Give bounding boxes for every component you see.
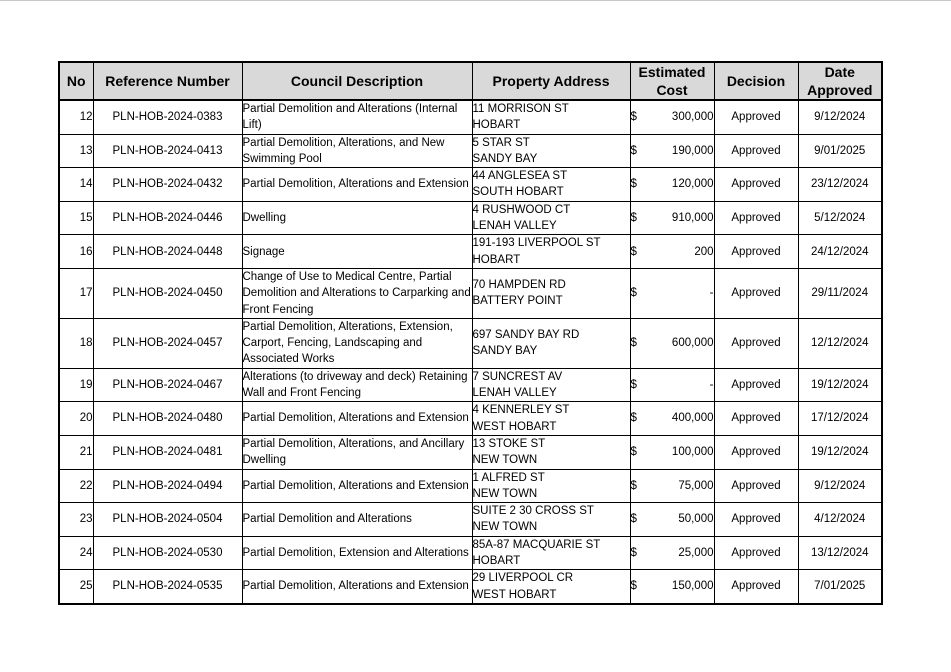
cell-date-approved: 17/12/2024 bbox=[798, 402, 882, 436]
cell-estimated-cost bbox=[630, 168, 714, 202]
cell-reference-number: PLN-HOB-2024-0432 bbox=[93, 168, 242, 202]
cell-decision: Approved bbox=[714, 235, 798, 269]
cell-decision: Approved bbox=[714, 402, 798, 436]
table-row bbox=[59, 268, 882, 318]
currency-symbol: $ bbox=[630, 446, 637, 459]
cell-reference-number: PLN-HOB-2024-0530 bbox=[93, 536, 242, 570]
cell-property-address bbox=[472, 235, 630, 269]
cell-estimated-cost bbox=[630, 570, 714, 604]
header-property-address: Property Address bbox=[472, 62, 630, 100]
cell-date-approved: 9/12/2024 bbox=[798, 469, 882, 503]
address-street: SUITE 2 30 CROSS ST bbox=[472, 505, 594, 518]
address-street: 85A-87 MACQUARIE ST bbox=[472, 538, 601, 551]
cell-property-address bbox=[472, 168, 630, 202]
currency-symbol: $ bbox=[630, 546, 637, 559]
cell-decision: Approved bbox=[714, 435, 798, 469]
address-street: 191-193 LIVERPOOL ST bbox=[472, 237, 601, 250]
cell-no: 21 bbox=[59, 435, 93, 469]
cell-reference-number: PLN-HOB-2024-0504 bbox=[93, 503, 242, 537]
cell-no: 22 bbox=[59, 469, 93, 503]
cell-council-description: Partial Demolition, Extension and Alterations bbox=[242, 536, 472, 570]
cell-no: 12 bbox=[59, 100, 93, 134]
cell-date-approved: 9/12/2024 bbox=[798, 100, 882, 134]
address-street: 1 ALFRED ST bbox=[472, 471, 545, 484]
table-row bbox=[59, 469, 882, 503]
cell-property-address bbox=[472, 469, 630, 503]
cost-amount: 100,000 bbox=[671, 446, 714, 459]
cell-decision: Approved bbox=[714, 201, 798, 235]
currency-symbol: $ bbox=[630, 412, 637, 425]
cell-council-description: Partial Demolition, Alterations and Extension bbox=[242, 402, 472, 436]
cell-no: 13 bbox=[59, 134, 93, 168]
cell-no: 16 bbox=[59, 235, 93, 269]
cell-date-approved: 4/12/2024 bbox=[798, 503, 882, 537]
cell-decision: Approved bbox=[714, 268, 798, 318]
cell-estimated-cost bbox=[630, 368, 714, 402]
cost-amount: 50,000 bbox=[678, 513, 714, 526]
address-suburb: WEST HOBART bbox=[472, 420, 557, 433]
address-suburb: NEW TOWN bbox=[472, 454, 538, 467]
currency-symbol: $ bbox=[630, 337, 637, 350]
table-row bbox=[59, 100, 882, 134]
header-date-approved: Date Approved bbox=[798, 62, 882, 100]
cell-date-approved: 12/12/2024 bbox=[798, 318, 882, 368]
cell-decision: Approved bbox=[714, 536, 798, 570]
cell-no: 24 bbox=[59, 536, 93, 570]
cell-council-description: Dwelling bbox=[242, 201, 472, 235]
cost-amount: - bbox=[709, 287, 714, 300]
table-row bbox=[59, 570, 882, 604]
cell-decision: Approved bbox=[714, 318, 798, 368]
address-street: 29 LIVERPOOL CR bbox=[472, 572, 574, 585]
cell-property-address bbox=[472, 536, 630, 570]
currency-symbol: $ bbox=[630, 580, 637, 593]
cell-date-approved: 19/12/2024 bbox=[798, 435, 882, 469]
address-street: 13 STOKE ST bbox=[472, 437, 546, 450]
cell-decision: Approved bbox=[714, 134, 798, 168]
cell-reference-number: PLN-HOB-2024-0481 bbox=[93, 435, 242, 469]
cell-property-address bbox=[472, 201, 630, 235]
cell-date-approved: 9/01/2025 bbox=[798, 134, 882, 168]
header-decision: Decision bbox=[714, 62, 798, 100]
cell-no: 19 bbox=[59, 368, 93, 402]
cell-date-approved: 23/12/2024 bbox=[798, 168, 882, 202]
address-street: 11 MORRISON ST bbox=[472, 103, 569, 115]
table-row bbox=[59, 318, 882, 368]
currency-symbol: $ bbox=[630, 287, 637, 300]
cell-reference-number: PLN-HOB-2024-0383 bbox=[93, 100, 242, 134]
address-suburb: HOBART bbox=[472, 119, 521, 132]
currency-symbol: $ bbox=[630, 144, 637, 157]
cell-date-approved: 5/12/2024 bbox=[798, 201, 882, 235]
cost-amount: 150,000 bbox=[671, 580, 714, 593]
cell-property-address bbox=[472, 134, 630, 168]
address-street: 697 SANDY BAY RD bbox=[472, 329, 580, 341]
header-council-description: Council Description bbox=[242, 62, 472, 100]
cell-date-approved: 19/12/2024 bbox=[798, 368, 882, 402]
cell-property-address bbox=[472, 100, 630, 134]
address-street: 4 KENNERLEY ST bbox=[472, 404, 570, 417]
cell-date-approved: 13/12/2024 bbox=[798, 536, 882, 570]
cell-council-description: Partial Demolition and Alterations bbox=[242, 503, 472, 537]
cell-estimated-cost bbox=[630, 318, 714, 368]
header-estimated-cost: Estimated Cost bbox=[630, 62, 714, 100]
table-row bbox=[59, 368, 882, 402]
cell-council-description: Partial Demolition, Alterations, Extension, Carport, Fencing, Landscaping and Associated Works bbox=[242, 318, 472, 368]
cell-property-address bbox=[472, 503, 630, 537]
cell-council-description: Partial Demolition, Alterations and Extension bbox=[242, 168, 472, 202]
cell-decision: Approved bbox=[714, 570, 798, 604]
address-suburb: WEST HOBART bbox=[472, 588, 557, 601]
address-suburb: HOBART bbox=[472, 253, 521, 266]
cell-council-description: Partial Demolition and Alterations (Internal Lift) bbox=[242, 100, 472, 134]
address-street: 4 RUSHWOOD CT bbox=[472, 203, 571, 216]
cell-property-address bbox=[472, 368, 630, 402]
cell-decision: Approved bbox=[714, 168, 798, 202]
cell-council-description: Partial Demolition, Alterations and Extension bbox=[242, 469, 472, 503]
cell-date-approved: 24/12/2024 bbox=[798, 235, 882, 269]
cell-estimated-cost bbox=[630, 469, 714, 503]
cell-council-description: Change of Use to Medical Centre, Partial Demolition and Alterations to Carparking and Front Fencing bbox=[242, 268, 472, 318]
table-row bbox=[59, 435, 882, 469]
table-body bbox=[59, 100, 882, 604]
cell-property-address bbox=[472, 318, 630, 368]
currency-symbol: $ bbox=[630, 178, 637, 191]
currency-symbol: $ bbox=[630, 211, 637, 224]
address-suburb: SOUTH HOBART bbox=[472, 186, 564, 199]
cell-estimated-cost bbox=[630, 402, 714, 436]
planning-applications-table bbox=[58, 61, 883, 605]
table-row bbox=[59, 235, 882, 269]
cell-council-description: Partial Demolition, Alterations, and New Swimming Pool bbox=[242, 134, 472, 168]
address-street: 70 HAMPDEN RD bbox=[472, 279, 566, 292]
cost-amount: 300,000 bbox=[671, 111, 714, 124]
cost-amount: 190,000 bbox=[671, 144, 714, 157]
cell-decision: Approved bbox=[714, 100, 798, 134]
cell-no: 14 bbox=[59, 168, 93, 202]
cell-estimated-cost bbox=[630, 435, 714, 469]
cell-reference-number: PLN-HOB-2024-0494 bbox=[93, 469, 242, 503]
page-top-rule bbox=[0, 0, 951, 1]
table-row bbox=[59, 168, 882, 202]
cell-reference-number: PLN-HOB-2024-0413 bbox=[93, 134, 242, 168]
cell-estimated-cost bbox=[630, 201, 714, 235]
address-street: 44 ANGLESEA ST bbox=[472, 170, 568, 183]
cell-no: 25 bbox=[59, 570, 93, 604]
cell-no: 23 bbox=[59, 503, 93, 537]
address-suburb: NEW TOWN bbox=[472, 521, 538, 534]
cell-date-approved: 7/01/2025 bbox=[798, 570, 882, 604]
cell-reference-number: PLN-HOB-2024-0467 bbox=[93, 368, 242, 402]
cell-decision: Approved bbox=[714, 368, 798, 402]
cell-reference-number: PLN-HOB-2024-0535 bbox=[93, 570, 242, 604]
cell-property-address bbox=[472, 435, 630, 469]
header-row bbox=[59, 62, 882, 100]
table-header bbox=[59, 62, 882, 100]
address-street: 5 STAR ST bbox=[472, 136, 530, 149]
cost-amount: 25,000 bbox=[678, 546, 714, 559]
cell-estimated-cost bbox=[630, 536, 714, 570]
cost-amount: 600,000 bbox=[671, 337, 714, 350]
cell-council-description: Partial Demolition, Alterations, and Ancillary Dwelling bbox=[242, 435, 472, 469]
address-suburb: LENAH VALLEY bbox=[472, 387, 557, 400]
cell-reference-number: PLN-HOB-2024-0480 bbox=[93, 402, 242, 436]
currency-symbol: $ bbox=[630, 378, 637, 391]
cell-estimated-cost bbox=[630, 268, 714, 318]
address-street: 7 SUNCREST AV bbox=[472, 370, 563, 383]
currency-symbol: $ bbox=[630, 479, 637, 492]
cell-property-address bbox=[472, 402, 630, 436]
cost-amount: 120,000 bbox=[671, 178, 714, 191]
cell-no: 18 bbox=[59, 318, 93, 368]
cell-reference-number: PLN-HOB-2024-0446 bbox=[93, 201, 242, 235]
cell-reference-number: PLN-HOB-2024-0448 bbox=[93, 235, 242, 269]
table-row bbox=[59, 201, 882, 235]
address-suburb: HOBART bbox=[472, 555, 521, 568]
cell-property-address bbox=[472, 570, 630, 604]
cell-property-address bbox=[472, 268, 630, 318]
cell-reference-number: PLN-HOB-2024-0450 bbox=[93, 268, 242, 318]
header-reference-number: Reference Number bbox=[93, 62, 242, 100]
cell-decision: Approved bbox=[714, 469, 798, 503]
currency-symbol: $ bbox=[630, 513, 637, 526]
table-row bbox=[59, 134, 882, 168]
cost-amount: 200 bbox=[694, 245, 714, 258]
cell-estimated-cost bbox=[630, 100, 714, 134]
cell-estimated-cost bbox=[630, 134, 714, 168]
cost-amount: 75,000 bbox=[678, 479, 714, 492]
cell-council-description: Alterations (to driveway and deck) Retaining Wall and Front Fencing bbox=[242, 368, 472, 402]
cell-date-approved: 29/11/2024 bbox=[798, 268, 882, 318]
table-row bbox=[59, 402, 882, 436]
address-suburb: SANDY BAY bbox=[472, 345, 538, 358]
table-row bbox=[59, 536, 882, 570]
cell-no: 20 bbox=[59, 402, 93, 436]
address-suburb: LENAH VALLEY bbox=[472, 220, 557, 233]
address-suburb: SANDY BAY bbox=[472, 152, 538, 165]
cell-council-description: Signage bbox=[242, 235, 472, 269]
cell-council-description: Partial Demolition, Alterations and Extension bbox=[242, 570, 472, 604]
cell-estimated-cost bbox=[630, 235, 714, 269]
cost-amount: 400,000 bbox=[671, 412, 714, 425]
currency-symbol: $ bbox=[630, 111, 637, 124]
cost-amount: - bbox=[709, 378, 714, 391]
address-suburb: NEW TOWN bbox=[472, 487, 538, 500]
cost-amount: 910,000 bbox=[671, 211, 714, 224]
table-row bbox=[59, 503, 882, 537]
address-suburb: BATTERY POINT bbox=[472, 295, 563, 308]
cell-no: 17 bbox=[59, 268, 93, 318]
cell-no: 15 bbox=[59, 201, 93, 235]
header-no: No bbox=[59, 62, 93, 100]
currency-symbol: $ bbox=[630, 245, 637, 258]
cell-estimated-cost bbox=[630, 503, 714, 537]
cell-decision: Approved bbox=[714, 503, 798, 537]
cell-reference-number: PLN-HOB-2024-0457 bbox=[93, 318, 242, 368]
